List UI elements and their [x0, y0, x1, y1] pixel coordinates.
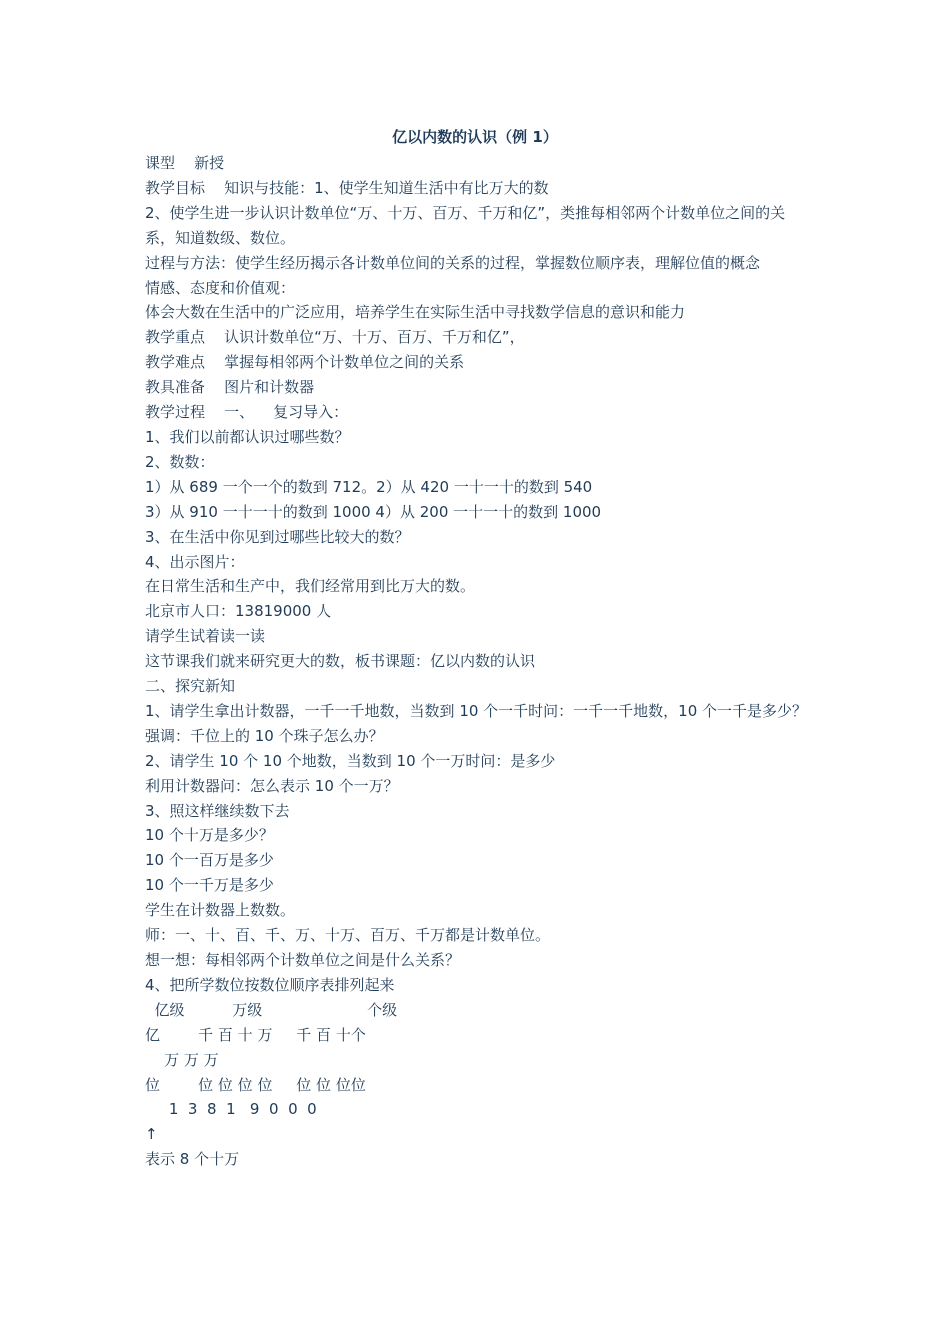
text-line: 3）从 910 一十一十的数到 1000 4）从 200 一十一十的数到 1000 — [145, 502, 602, 521]
text-line: 北京市人口：13819000 人 — [145, 602, 332, 621]
text-line: 教学难点 掌握每相邻两个计数单位之间的关系 — [145, 353, 465, 372]
text-line: 师：一、十、百、千、万、十万、百万、千万都是计数单位。 — [145, 926, 551, 945]
text-line: 教学重点 认识计数单位“万、十万、百万、千万和亿”， — [145, 328, 525, 347]
text-line: 在日常生活和生产中，我们经常用到比万大的数。 — [145, 577, 476, 596]
text-line: 请学生试着读一读 — [145, 627, 266, 646]
text-line: 强调：千位上的 10 个珠子怎么办？ — [145, 726, 384, 745]
text-line: 想一想：每相邻两个计数单位之间是什么关系？ — [145, 951, 461, 969]
text-line: 过程与方法：使学生经历揭示各计数单位间的关系的过程，掌握数位顺序表，理解位值的概念 — [145, 253, 761, 272]
place-value-row: 万 万 万 — [145, 1050, 219, 1069]
text-line: 教具准备 图片和计数器 — [145, 378, 315, 397]
text-line: 2、请学生 10 个 10 个地数，当数到 10 个一万时问：是多少 — [145, 751, 556, 770]
document-body — [145, 151, 815, 1172]
text-line: 10 个十万是多少？ — [145, 826, 274, 845]
text-line: 10 个一百万是多少 — [145, 851, 274, 870]
text-line: 10 个一千万是多少 — [145, 876, 274, 895]
place-value-row: 亿 千 百 十 万 千 百 十个 — [145, 1025, 366, 1044]
text-line: 二、探究新知 — [145, 677, 236, 696]
document-title: 亿以内数的认识（例 1） — [392, 128, 558, 146]
text-line: 1、我们以前都认识过哪些数？ — [145, 427, 350, 446]
text-line: 3、在生活中你见到过哪些比较大的数？ — [145, 527, 410, 546]
text-line: 这节课我们就来研究更大的数，板书课题：亿以内数的认识 — [145, 652, 536, 671]
up-arrow-icon: ↑ — [145, 1125, 158, 1144]
place-value-row: 亿级 万级 个级 — [145, 1000, 398, 1019]
text-line: 教学目标 知识与技能：1、使学生知道生活中有比万大的数 — [145, 178, 549, 197]
text-line: 利用计数器问：怎么表示 10 个一万？ — [145, 776, 399, 795]
place-value-row: 位 位 位 位 位 位 位 位位 — [145, 1075, 366, 1094]
text-line: 1、请学生拿出计数器，一千一千地数，当数到 10 个一千时问：一千一千地数，10 个一千是多少？ — [145, 701, 808, 720]
text-line: 2、数数： — [145, 452, 215, 471]
place-value-digits: 1 3 8 1 9 0 0 0 — [145, 1100, 317, 1119]
text-line: 4、把所学数位按数位顺序表排列起来 — [145, 975, 395, 994]
text-line: 4、出示图片： — [145, 552, 245, 571]
text-line: 表示 8 个十万 — [145, 1150, 240, 1169]
text-line: 2、使学生进一步认识计数单位“万、十万、百万、千万和亿”，类推每相邻两个计数单位之间的关系，知道数级、数位。 — [145, 203, 786, 247]
text-line: 教学过程 一、 复习导入： — [145, 403, 349, 422]
text-line: 1）从 689 一个一个的数到 712。2）从 420 一十一十的数到 540 — [145, 477, 593, 496]
text-line: 体会大数在生活中的广泛应用，培养学生在实际生活中寻找数学信息的意识和能力 — [145, 303, 686, 322]
text-line: 学生在计数器上数数。 — [145, 901, 296, 920]
text-line: 课型 新授 — [145, 154, 225, 172]
text-line: 3、照这样继续数下去 — [145, 801, 290, 820]
text-line: 情感、态度和价值观： — [145, 278, 296, 297]
